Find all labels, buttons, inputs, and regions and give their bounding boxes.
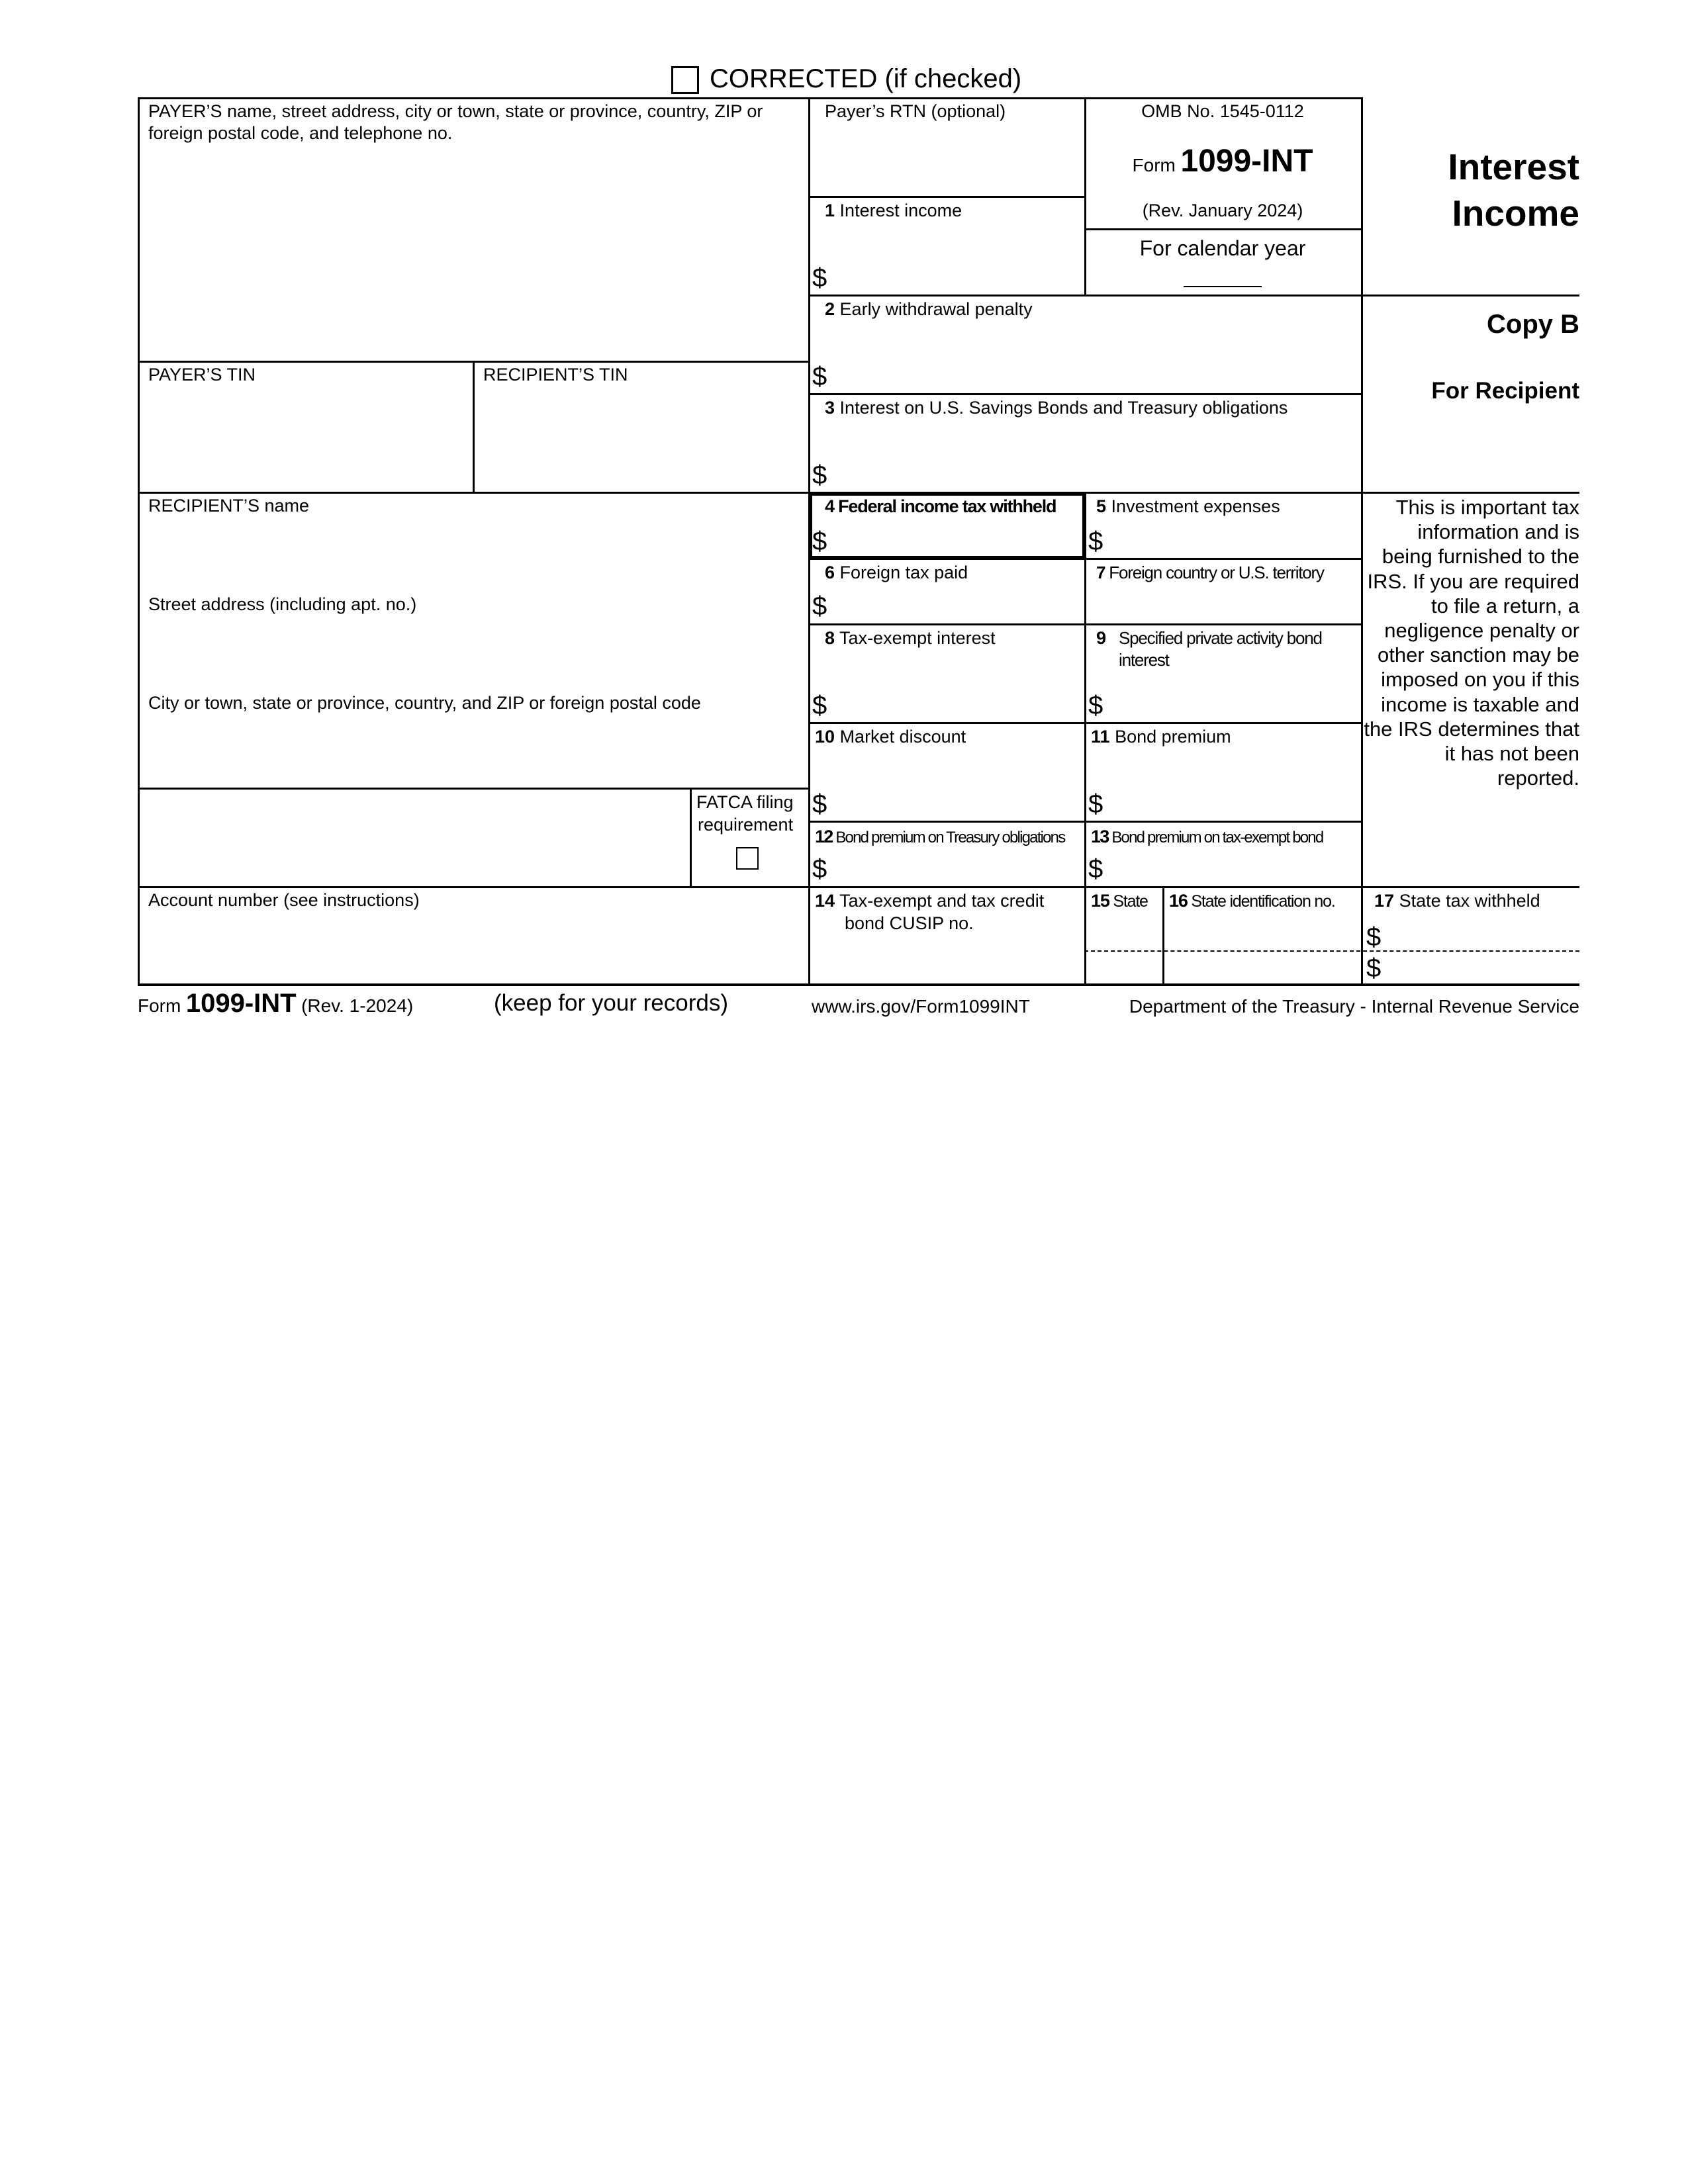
payer-name-address-label: PAYER’S name, street address, city or town, state or province, country, ZIP or foreign postal code, and telephone no. <box>148 101 763 143</box>
footer-form-word: Form <box>138 995 181 1016</box>
box2-dollar: $ <box>812 362 827 391</box>
box10-label: 10 Market discount <box>815 727 966 747</box>
fatca-label-line2: requirement <box>698 815 794 835</box>
box6-dollar: $ <box>812 592 827 621</box>
box4-dollar: $ <box>812 527 827 556</box>
box17-dollar-1: $ <box>1366 923 1382 952</box>
box9-label-line2: interest <box>1119 650 1169 670</box>
box16-label: 16 State identification no. <box>1169 891 1335 911</box>
box8-amount-field[interactable] <box>834 655 1082 720</box>
box3-dollar: $ <box>812 461 827 490</box>
box9-amount-field[interactable] <box>1109 675 1358 720</box>
payer-name-address-field[interactable] <box>140 149 806 359</box>
fatca-checkbox[interactable] <box>736 847 759 870</box>
box16-state-id-field-2[interactable] <box>1165 953 1360 982</box>
form-id <box>1084 142 1361 185</box>
footer-url[interactable]: www.irs.gov/Form1099INT <box>812 996 1030 1017</box>
box1-dollar: $ <box>812 263 827 293</box>
box10-amount-field[interactable] <box>834 751 1082 819</box>
box16-state-id-field-1[interactable] <box>1165 913 1360 949</box>
form-number: 1099-INT <box>1180 144 1313 179</box>
calendar-year-label: For calendar year <box>1139 236 1306 260</box>
recipient-city-label: City or town, state or province, country, and ZIP or foreign postal code <box>148 693 701 713</box>
box3-label: 3 Interest on U.S. Savings Bonds and Treasury obligations <box>825 398 1288 418</box>
calendar-year-field[interactable] <box>1182 262 1263 286</box>
box4-label: 4 Federal income tax withheld <box>825 496 1056 516</box>
footer-keep-records: (keep for your records) <box>494 990 729 1016</box>
box13-label: 13 Bond premium on tax-exempt bond <box>1091 827 1323 846</box>
payer-rtn-label: Payer’s RTN (optional) <box>825 101 1006 121</box>
recipient-tin-label: RECIPIENT’S TIN <box>483 365 628 385</box>
box2-amount-field[interactable] <box>834 324 1358 391</box>
box12-label: 12 Bond premium on Treasury obligations <box>815 827 1065 846</box>
box5-dollar: $ <box>1088 527 1103 556</box>
box12-amount-field[interactable] <box>834 848 1082 885</box>
footer-form-number: 1099-INT <box>185 989 297 1018</box>
recipient-name-field[interactable] <box>140 518 806 592</box>
revision-date: (Rev. January 2024) <box>1142 201 1303 220</box>
box5-amount-field[interactable] <box>1109 519 1358 556</box>
box9-label-line1: Specified private activity bond <box>1119 628 1322 648</box>
recipient-name-label: RECIPIENT’S name <box>148 496 310 516</box>
box14-cusip-field[interactable] <box>811 936 1082 982</box>
account-number-label: Account number (see instructions) <box>148 890 420 910</box>
important-tax-notice: This is important tax information and is being furnished to the IRS. If you are required to file a return, a negligence penalty or other sanction may be imposed on you if this income is taxable and the IRS determines that it has not been reported. <box>1364 496 1579 790</box>
payer-tin-field[interactable] <box>140 387 471 490</box>
footer-department: Department of the Treasury - Internal Revenue Service <box>1129 996 1579 1017</box>
box6-label: 6 Foreign tax paid <box>825 563 968 582</box>
box15-label: 15 State <box>1091 891 1148 911</box>
box4-amount-field[interactable] <box>834 519 1080 556</box>
box7-label: 7 Foreign country or U.S. territory <box>1096 563 1324 582</box>
box14-label-line2: bond CUSIP no. <box>845 913 974 933</box>
box8-dollar: $ <box>812 691 827 720</box>
box15-state-field-2[interactable] <box>1087 953 1161 982</box>
box11-dollar: $ <box>1088 790 1103 819</box>
box13-amount-field[interactable] <box>1109 848 1358 885</box>
box6-amount-field[interactable] <box>834 585 1082 622</box>
box12-dollar: $ <box>812 854 827 884</box>
recipient-street-label: Street address (including apt. no.) <box>148 594 417 614</box>
payer-tin-label: PAYER’S TIN <box>148 365 256 385</box>
payer-rtn-field[interactable] <box>811 124 1082 194</box>
side-title-line2: Income <box>1452 193 1579 234</box>
box15-state-field-1[interactable] <box>1087 913 1161 949</box>
box7-country-field[interactable] <box>1087 585 1358 622</box>
box8-label: 8 Tax-exempt interest <box>825 628 996 648</box>
box17-label: 17 State tax withheld <box>1374 891 1540 911</box>
footer-form-id <box>138 989 413 1021</box>
recipient-street-field[interactable] <box>140 617 806 690</box>
box10-dollar: $ <box>812 790 827 819</box>
box2-label: 2 Early withdrawal penalty <box>825 299 1033 319</box>
box17-amount-field-2[interactable] <box>1386 953 1578 982</box>
copy-b-label: Copy B <box>1487 310 1579 339</box>
box9-dollar: $ <box>1088 691 1103 720</box>
box11-amount-field[interactable] <box>1109 751 1358 819</box>
fatca-label-line1: FATCA filing <box>696 792 794 812</box>
account-number-field[interactable] <box>140 913 806 982</box>
box1-label: 1 Interest income <box>825 201 962 220</box>
box5-label: 5 Investment expenses <box>1096 496 1280 516</box>
box3-amount-field[interactable] <box>834 424 1358 490</box>
box17-dollar-2: $ <box>1366 954 1382 983</box>
second-tin-notice-field[interactable] <box>140 790 688 886</box>
side-title-line1: Interest <box>1448 146 1579 187</box>
box14-label-line1: 14 Tax-exempt and tax credit <box>815 891 1045 911</box>
box1-amount-field[interactable] <box>834 225 1082 293</box>
recipient-tin-field[interactable] <box>475 387 806 490</box>
corrected-checkbox[interactable] <box>671 66 699 94</box>
recipient-city-field[interactable] <box>140 716 806 786</box>
for-recipient-label: For Recipient <box>1431 378 1579 404</box>
footer-rev: (Rev. 1-2024) <box>301 995 414 1016</box>
box11-label: 11 Bond premium <box>1091 727 1231 747</box>
form-word: Form <box>1132 155 1176 175</box>
box9-number: 9 <box>1096 628 1107 648</box>
corrected-label: CORRECTED (if checked) <box>710 64 1022 93</box>
box17-amount-field-1[interactable] <box>1386 920 1578 949</box>
box13-dollar: $ <box>1088 854 1103 884</box>
omb-number: OMB No. 1545-0112 <box>1141 101 1304 121</box>
